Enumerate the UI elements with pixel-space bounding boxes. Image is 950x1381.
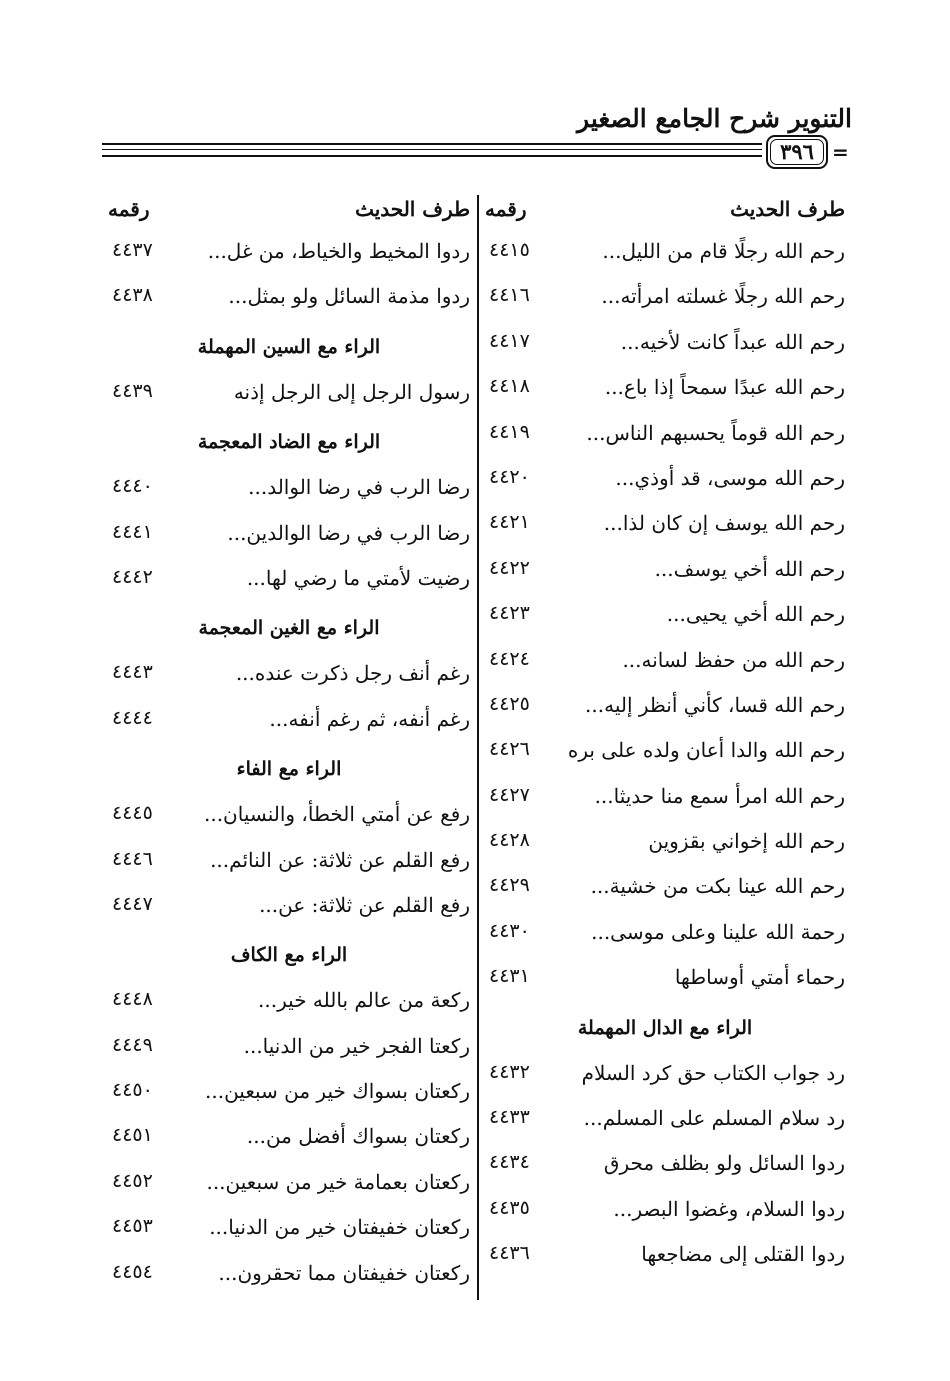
hadith-number: ٤٤٤٤ xyxy=(112,706,153,729)
hadith-number: ٤٤٤٣ xyxy=(112,661,153,684)
section-heading xyxy=(108,417,470,467)
hadith-opening-text: رحماء أمتي أوساطها xyxy=(674,965,845,990)
hadith-opening-text: رحم الله أخي يحيى... xyxy=(666,602,845,627)
section-heading xyxy=(108,930,470,980)
hadith-opening-text: رفع عن أمتي الخطأ، والنسيان... xyxy=(203,802,470,827)
hadith-index-row xyxy=(108,980,470,1025)
hadith-index-row xyxy=(485,503,845,548)
hadith-index-row xyxy=(485,276,845,321)
hadith-opening-text: ردوا السائل ولو بظلف محرق xyxy=(603,1151,845,1176)
index-column-right xyxy=(485,195,845,1280)
section-heading-text: الراء مع الكاف xyxy=(230,944,348,967)
header-rule xyxy=(102,143,762,145)
hadith-number: ٤٤٢٥ xyxy=(489,692,530,715)
header-rule xyxy=(102,149,762,150)
page-number-frame xyxy=(766,135,828,169)
column-divider xyxy=(477,195,479,1300)
hadith-index-row xyxy=(108,840,470,885)
page-number: ٣٩٦ xyxy=(780,139,814,164)
hadith-index-row xyxy=(485,367,845,412)
hadith-opening-text: رحم الله قسا، كأني أنظر إليه... xyxy=(585,692,845,717)
hadith-index-row xyxy=(108,699,470,744)
hadith-number: ٤٤٤٢ xyxy=(112,565,153,588)
section-heading xyxy=(108,322,470,372)
hadith-opening-text: ركعتان بسواك أفضل من... xyxy=(246,1124,470,1149)
hadith-index-row xyxy=(485,866,845,911)
hadith-index-row xyxy=(485,1189,845,1234)
hadith-index-row xyxy=(485,413,845,458)
hadith-number: ٤٤٥٤ xyxy=(112,1260,153,1283)
hadith-opening-text: ركعتا الفجر خير من الدنيا... xyxy=(243,1033,470,1058)
hadith-index-row xyxy=(485,1098,845,1143)
hadith-number: ٤٤٤٠ xyxy=(112,475,153,498)
hadith-opening-text: رحم الله موسى، قد أوذي... xyxy=(615,465,845,490)
hadith-opening-text: رد جواب الكتاب حق كرد السلام xyxy=(581,1060,845,1085)
hadith-index-row xyxy=(108,794,470,839)
hadith-opening-text: رحم الله قوماً يحسبهم الناس... xyxy=(586,420,845,445)
hadith-opening-text: رحم الله والدا أعان ولده على بره xyxy=(567,738,845,763)
hadith-number: ٤٤٢٧ xyxy=(489,783,530,806)
hadith-opening-text: ركعتان بعمامة خير من سبعين... xyxy=(206,1169,470,1194)
column-header-number: رقمه xyxy=(108,197,150,221)
hadith-number: ٤٤٢٨ xyxy=(489,829,530,852)
section-heading-text: الراء مع الضاد المعجمة xyxy=(197,431,381,454)
column-header-number: رقمه xyxy=(485,197,527,221)
hadith-opening-text: رفع القلم عن ثلاثة: عن النائم... xyxy=(210,847,470,872)
hadith-index-row xyxy=(108,885,470,930)
column-header-title: طرف الحديث xyxy=(355,197,470,221)
hadith-index-row xyxy=(485,730,845,775)
hadith-number: ٤٤٣٣ xyxy=(489,1106,530,1129)
hadith-number: ٤٤٣١ xyxy=(489,965,530,988)
hadith-index-row xyxy=(485,776,845,821)
hadith-number: ٤٤١٨ xyxy=(489,375,530,398)
hadith-opening-text: ردوا مذمة السائل ولو بمثل... xyxy=(228,284,470,309)
hadith-index-row xyxy=(108,372,470,417)
hadith-opening-text: رحم الله رجلًا قام من الليل... xyxy=(602,239,845,263)
hadith-index-row xyxy=(108,231,470,276)
hadith-number: ٤٤٣٠ xyxy=(489,919,530,942)
hadith-opening-text: رضا الرب في رضا الوالدين... xyxy=(227,520,470,545)
hadith-index-row xyxy=(108,653,470,698)
index-column-left xyxy=(108,195,470,1298)
hadith-opening-text: رحم الله رجلًا غسلته امرأته... xyxy=(601,284,845,309)
hadith-opening-text: رحم الله عينا بكت من خشية... xyxy=(590,874,845,899)
page-number-dash: = xyxy=(832,140,849,164)
hadith-number: ٤٤٣٧ xyxy=(112,239,153,261)
hadith-number: ٤٤٣٤ xyxy=(489,1151,530,1174)
hadith-index-row xyxy=(485,549,845,594)
hadith-index-row xyxy=(485,1234,845,1279)
hadith-opening-text: رضيت لأمتي ما رضي لها... xyxy=(246,565,470,590)
hadith-opening-text: رحم الله إخواني بقزوين xyxy=(648,829,845,854)
hadith-opening-text: ركعتان بسواك خير من سبعين... xyxy=(205,1079,470,1104)
hadith-opening-text: رضا الرب في رضا الوالد... xyxy=(248,475,470,500)
hadith-index-row xyxy=(108,1207,470,1252)
hadith-index-row xyxy=(485,957,845,1002)
hadith-opening-text: ركعتان خفيفتان خير من الدنيا... xyxy=(209,1215,470,1240)
hadith-number: ٤٤٢٠ xyxy=(489,465,530,488)
hadith-opening-text: ردوا السلام، وغضوا البصر... xyxy=(613,1196,845,1221)
section-heading-text: الراء مع الدال المهملة xyxy=(577,1016,753,1039)
hadith-index-row xyxy=(485,821,845,866)
hadith-opening-text: ردوا القتلى إلى مضاجعها xyxy=(641,1242,845,1267)
hadith-number: ٤٤١٥ xyxy=(489,239,530,261)
hadith-number: ٤٤٥٠ xyxy=(112,1079,153,1102)
section-heading-text: الراء مع السين المهملة xyxy=(197,335,381,358)
hadith-number: ٤٤٣٨ xyxy=(112,284,153,307)
hadith-opening-text: رحم الله عبدًا سمحاً إذا باع... xyxy=(604,375,845,400)
hadith-index-row xyxy=(485,912,845,957)
column-header xyxy=(485,195,845,231)
section-heading xyxy=(108,744,470,794)
hadith-number: ٤٤١٩ xyxy=(489,420,530,443)
hadith-number: ٤٤٤١ xyxy=(112,520,153,543)
hadith-number: ٤٤٢٢ xyxy=(489,556,530,579)
section-heading xyxy=(485,1003,845,1053)
hadith-number: ٤٤٣٥ xyxy=(489,1196,530,1219)
hadith-opening-text: رغم أنف رجل ذكرت عنده... xyxy=(235,661,470,686)
hadith-number: ٤٤٢٦ xyxy=(489,738,530,761)
hadith-number: ٤٤٤٥ xyxy=(112,802,153,825)
hadith-index-row xyxy=(108,513,470,558)
hadith-opening-text: رحم الله يوسف إن كان لذا... xyxy=(603,511,845,536)
hadith-number: ٤٤٤٨ xyxy=(112,988,153,1011)
hadith-number: ٤٤٢٩ xyxy=(489,874,530,897)
hadith-index-row xyxy=(108,467,470,512)
section-heading-text: الراء مع الفاء xyxy=(236,758,342,781)
hadith-opening-text: رحم الله من حفظ لسانه... xyxy=(622,647,845,672)
hadith-index-row xyxy=(108,1026,470,1071)
hadith-index-row xyxy=(485,231,845,276)
hadith-opening-text: رحم الله أخي يوسف... xyxy=(654,556,845,581)
hadith-index-row xyxy=(485,1053,845,1098)
hadith-opening-text: رحمة الله علينا وعلى موسى... xyxy=(591,919,845,944)
hadith-index-row xyxy=(485,594,845,639)
hadith-index-row xyxy=(108,1253,470,1298)
column-header xyxy=(108,195,470,231)
hadith-number: ٤٤١٧ xyxy=(489,329,530,352)
book-title: التنوير شرح الجامع الصغير xyxy=(577,104,852,133)
hadith-number: ٤٤١٦ xyxy=(489,284,530,307)
hadith-opening-text: ردوا المخيط والخياط، من غل... xyxy=(207,239,470,263)
hadith-opening-text: ركعتان خفيفتان مما تحقرون... xyxy=(218,1260,470,1285)
hadith-index-row xyxy=(108,276,470,321)
hadith-index-row xyxy=(108,1071,470,1116)
column-header-title: طرف الحديث xyxy=(730,197,845,221)
section-heading-text: الراء مع الغين المعجمة xyxy=(198,617,380,640)
hadith-index-row xyxy=(108,1116,470,1161)
hadith-opening-text: ركعة من عالم بالله خير... xyxy=(258,988,470,1013)
section-heading xyxy=(108,603,470,653)
hadith-number: ٤٤٢١ xyxy=(489,511,530,534)
hadith-opening-text: رغم أنفه، ثم رغم أنفه... xyxy=(269,706,470,731)
hadith-number: ٤٤٢٣ xyxy=(489,602,530,625)
hadith-index-row xyxy=(485,685,845,730)
hadith-index-row xyxy=(108,558,470,603)
hadith-opening-text: رحم الله امرأ سمع منا حديثا... xyxy=(594,783,845,808)
hadith-number: ٤٤٤٦ xyxy=(112,847,153,870)
hadith-index-row xyxy=(485,640,845,685)
hadith-index-row xyxy=(485,1143,845,1188)
hadith-number: ٤٤٥٢ xyxy=(112,1169,153,1192)
hadith-number: ٤٤٤٧ xyxy=(112,892,153,915)
hadith-number: ٤٤٥٣ xyxy=(112,1215,153,1238)
hadith-opening-text: رحم الله عبداً كانت لأخيه... xyxy=(620,329,845,354)
hadith-number: ٤٤٢٤ xyxy=(489,647,530,670)
header-rule xyxy=(102,155,762,157)
hadith-opening-text: رسول الرجل إلى الرجل إذنه xyxy=(233,379,470,404)
hadith-opening-text: رد سلام المسلم على المسلم... xyxy=(583,1106,845,1131)
hadith-number: ٤٤٥١ xyxy=(112,1124,153,1147)
hadith-index-row xyxy=(108,1162,470,1207)
hadith-number: ٤٤٣٦ xyxy=(489,1242,530,1265)
hadith-index-row xyxy=(485,458,845,503)
hadith-opening-text: رفع القلم عن ثلاثة: عن... xyxy=(259,892,470,917)
hadith-number: ٤٤٤٩ xyxy=(112,1033,153,1056)
hadith-number: ٤٤٣٢ xyxy=(489,1060,530,1083)
hadith-number: ٤٤٣٩ xyxy=(112,379,153,402)
hadith-index-row xyxy=(485,322,845,367)
